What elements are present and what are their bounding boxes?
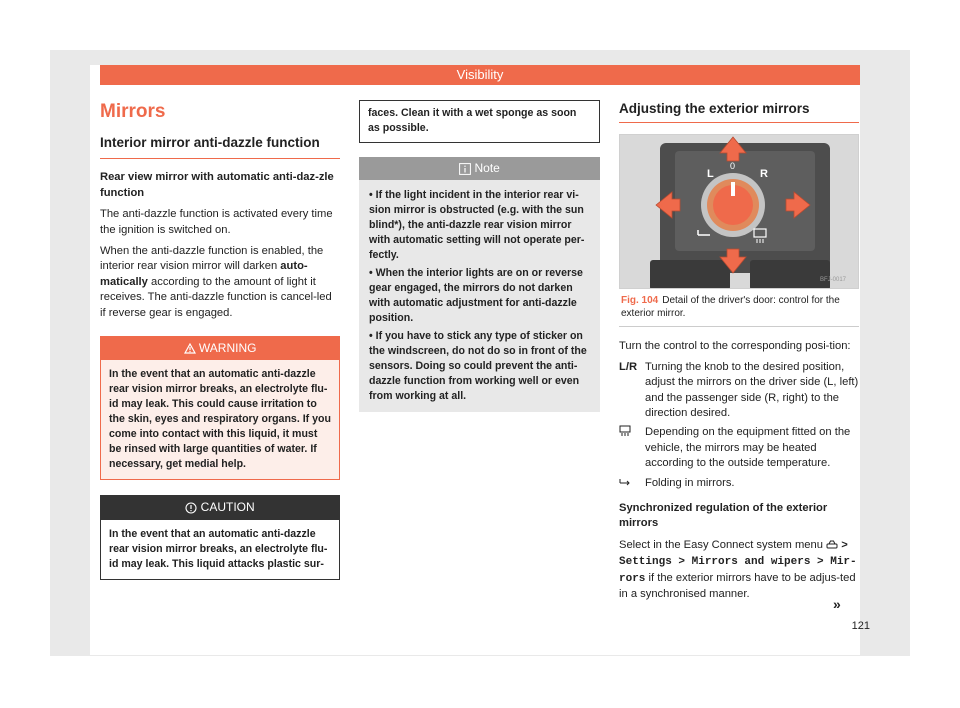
note-item: • When the interior lights are on or reverse gear engaged, the mirrors do not darken with automatic adjustment for anti-dazzle position. — [369, 267, 583, 325]
section-title: Mirrors — [100, 101, 166, 122]
caution-box — [100, 495, 340, 579]
sync-paragraph: Select in the Easy Connect system menu > Settings > Mirrors and wipers > Mir-rors if the exterior mirrors have to be adjus-ted in a synchronised manner. — [619, 538, 857, 601]
caution-label: CAUTION — [200, 500, 255, 515]
note-header — [359, 157, 600, 180]
figure-label: Fig. 104 — [621, 295, 659, 307]
paragraph-activation: The anti-dazzle function is activated every time the ignition is switched on. — [100, 208, 333, 236]
note-label: Note — [474, 161, 500, 175]
mirror-control-illustration — [620, 135, 859, 289]
car-icon — [826, 540, 838, 550]
term-lr: L/R — [619, 360, 638, 373]
knob-label-zero: 0 — [730, 161, 736, 172]
warning-text: In the event that an automatic anti-dazzle rear vision mirror breaks, an electrolyte flu-id may leak. This could cause irritation to the skin, eyes and respiratory organs. If you come into contact with this liquid, it must be rinsed with large quantities of water. If necessary, get medial help. — [101, 360, 339, 479]
continue-mark: » — [833, 596, 841, 612]
heated-mirror-icon — [619, 425, 631, 437]
warning-header — [101, 337, 339, 360]
caution-icon — [185, 502, 197, 514]
figure-code: BFJ-0017 — [820, 277, 847, 284]
column-left — [100, 100, 340, 580]
subsection-title: Interior mirror anti-dazzle function — [100, 135, 340, 159]
list-item: Folding in mirrors. — [619, 476, 859, 491]
caution-header — [101, 496, 339, 519]
warning-icon — [184, 343, 196, 354]
figure-caption: Fig. 104 Detail of the driver's door: control for the exterior mirror. — [619, 289, 859, 327]
column-middle — [359, 100, 600, 412]
note-item: • If you have to stick any type of sticker on the windscreen, do not do so in front of the sensors. Doing so could prevent the anti-dazzle function from working well or even from working at all. — [369, 330, 587, 403]
position-list — [619, 360, 859, 491]
note-body — [359, 180, 600, 412]
paragraph-darken: When the anti-dazzle function is enabled, the interior rear vision mirror will darken auto-matically according to the amount of light it receives. The anti-dazzle function is cancel-led if reverse gear is engaged. — [100, 245, 332, 319]
chapter-header: Visibility — [100, 65, 860, 85]
topic-heading: Rear view mirror with automatic anti-daz-zle function — [100, 171, 334, 199]
info-icon — [459, 163, 471, 175]
menu-path: > Settings > Mirrors and wipers > Mir-rors — [619, 539, 857, 585]
list-item: L/R Turning the knob to the desired position, adjust the mirrors on the driver side (L, left) and the passenger side (R, right) to the direction desired. — [619, 360, 859, 422]
column-right — [619, 100, 859, 603]
intro-text: Turn the control to the corresponding posi-tion: — [619, 340, 851, 353]
warning-box — [100, 336, 340, 480]
caution-text: In the event that an automatic anti-dazzle rear vision mirror breaks, an electrolyte flu-id may leak. This liquid attacks plastic sur- — [101, 520, 339, 579]
note-box — [359, 157, 600, 412]
topic-title: Adjusting the exterior mirrors — [619, 101, 859, 123]
fold-mirror-icon — [619, 476, 631, 486]
knob-label-right: R — [760, 168, 768, 181]
mirror-control-figure — [619, 134, 859, 289]
page-number: 121 — [851, 620, 870, 632]
note-item: • If the light incident in the interior rear vi-sion mirror is obstructed (e.g. with the sun blind*), the anti-dazzle rear vision mirror with automatic setting will not operate per-fectly. — [369, 189, 585, 262]
knob-label-left: L — [707, 168, 714, 181]
caution-continuation: faces. Clean it with a wet sponge as soon as possible. — [359, 100, 600, 143]
list-item: Depending on the equipment fitted on the vehicle, the mirrors may be heated according to the outside temperature. — [619, 425, 859, 471]
sync-heading: Synchronized regulation of the exterior mirrors — [619, 502, 828, 530]
warning-label: WARNING — [198, 341, 257, 356]
bold-automatically: auto-matically — [100, 260, 308, 288]
